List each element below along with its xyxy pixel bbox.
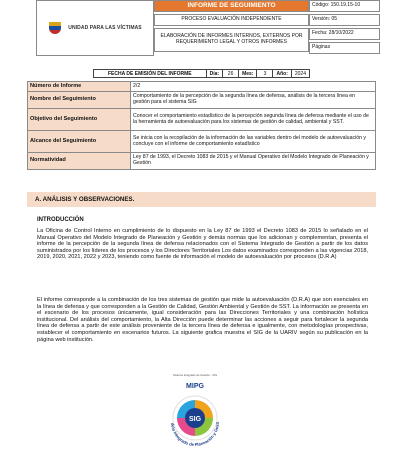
row-value: Comportamiento de la percepción de la segunda línea de defensa, análisis de la tercera línea en gestión para el sistema SIG [131,92,376,109]
sig-diagram [145,378,245,450]
table-row [28,131,376,153]
document-header [36,0,380,56]
row-value: Se inicia con la recopilación de la información de las variables dentro del modelo de autoevaluación y concluye con el informe de comportamiento estadístico [131,131,376,153]
org-name: UNIDAD PARA LAS VÍCTIMAS [68,25,142,31]
day-value: 26 [223,70,239,77]
sig-figure [145,373,245,450]
mipg-label: MIPG [186,383,204,390]
process-name: PROCESO EVALUACIÓN INDEPENDIENTE [154,14,309,26]
row-key: Nombre del Seguimiento [28,92,131,109]
report-info-table [27,81,376,170]
coat-of-arms-icon [48,20,62,36]
row-value: Ley 87 de 1993, el Decreto 1083 de 2015 y el Manual Operativo del Modelo Integrado de Planeación y Gestión [131,153,376,170]
intro-paragraph-1: La Oficina de Control Interno en cumplimiento de lo dispuesto en la Ley 87 de 1993 el Decreto 1083 de 2015 lo señalado en el Manual Operativo del Modelo Integrado de Planeación y Gestión y demás normas que los adicionan y complementan, presenta el informe de la percepción de la segunda línea de defensa relacionados con el Sistema Integrado de Gestión a partir de los datos suministrados por los líderes de los procesos y los Directores Territoriales Los datos examinados corresponden a las vigencias 2018, 2019, 2020, 2021, 2022 y 2023, teniendo como fuente de información el modelo de autoevaluación por procesos (D.R.A) [37,228,368,261]
row-key: Normatividad [28,153,131,170]
ring-text-path: delo Integrado de Planeación y Gesti [169,422,221,448]
month-value: 3 [257,70,273,77]
procedure-name: ELABORACIÓN DE INFORMES INTERNOS, EXTERNOS POR REQUERIMIENTO LEGAL Y OTROS INFORMES [154,28,309,52]
row-value: 2/2 [131,82,376,92]
emission-label: FECHA DE EMISIÓN DEL INFORME [94,70,207,77]
figure-caption: Sistema Integrado de Gestión - SIG [172,373,218,377]
row-key: Número de Informe [28,82,131,92]
day-label: Día: [207,70,223,77]
row-value: Conocer el comportamiento estadístico de la percepción segunda línea de defensa mediante el uso de la herramienta de autoevaluación para los sistemas de gestión de calidad, ambiental y SST. [131,109,376,131]
document-pages: Páginas [309,42,380,54]
intro-heading: INTRODUCCIÓN [37,217,84,223]
table-row [28,109,376,131]
sig-label: SIG [188,416,202,423]
month-label: Mes: [239,70,257,77]
row-key: Alcance del Seguimiento [28,131,131,153]
document-date: Fecha: 28/10/2022 [309,28,380,40]
document-code: Código: 150.19.15-10 [309,0,380,12]
document-version: Versión: 05 [309,14,380,26]
table-row [28,82,376,92]
table-row [28,92,376,109]
logo-block [36,0,154,56]
emission-date-strip [93,69,310,78]
year-value: 2024 [294,70,306,77]
section-heading: A. ANÁLISIS Y OBSERVACIONES. [27,192,376,207]
report-type-title: INFORME DE SEGUIMIENTO [154,0,309,12]
table-row [28,153,376,170]
year-label: Año: [273,70,291,77]
row-key: Objetivo del Seguimiento [28,109,131,131]
intro-paragraph-2: El informe corresponde a la combinación de los tres sistemas de gestión que mide la autoevaluación (D.R.A) que son esenciales en la línea de defensa y que corresponden a la Gestión de Calidad, Gestión Ambiental y Gestión de SST. La información se presenta en el escenario de los procesos únicamente, igual consideración para las Direcciones Territoriales y una combinación holística institucional. Del análisis del comportamiento, la Alta Dirección puede determinar las acciones a seguir para fortalecer la segunda línea de defensa a partir de este análisis proveniente de la tercera línea de defensa e igualmente, con metodologías prospectivas, establecer el comportamiento en escenarios futuros. La siguiente grafica muestra el SIG de la UARIV según su publicación en la página web institución. [37,297,368,343]
